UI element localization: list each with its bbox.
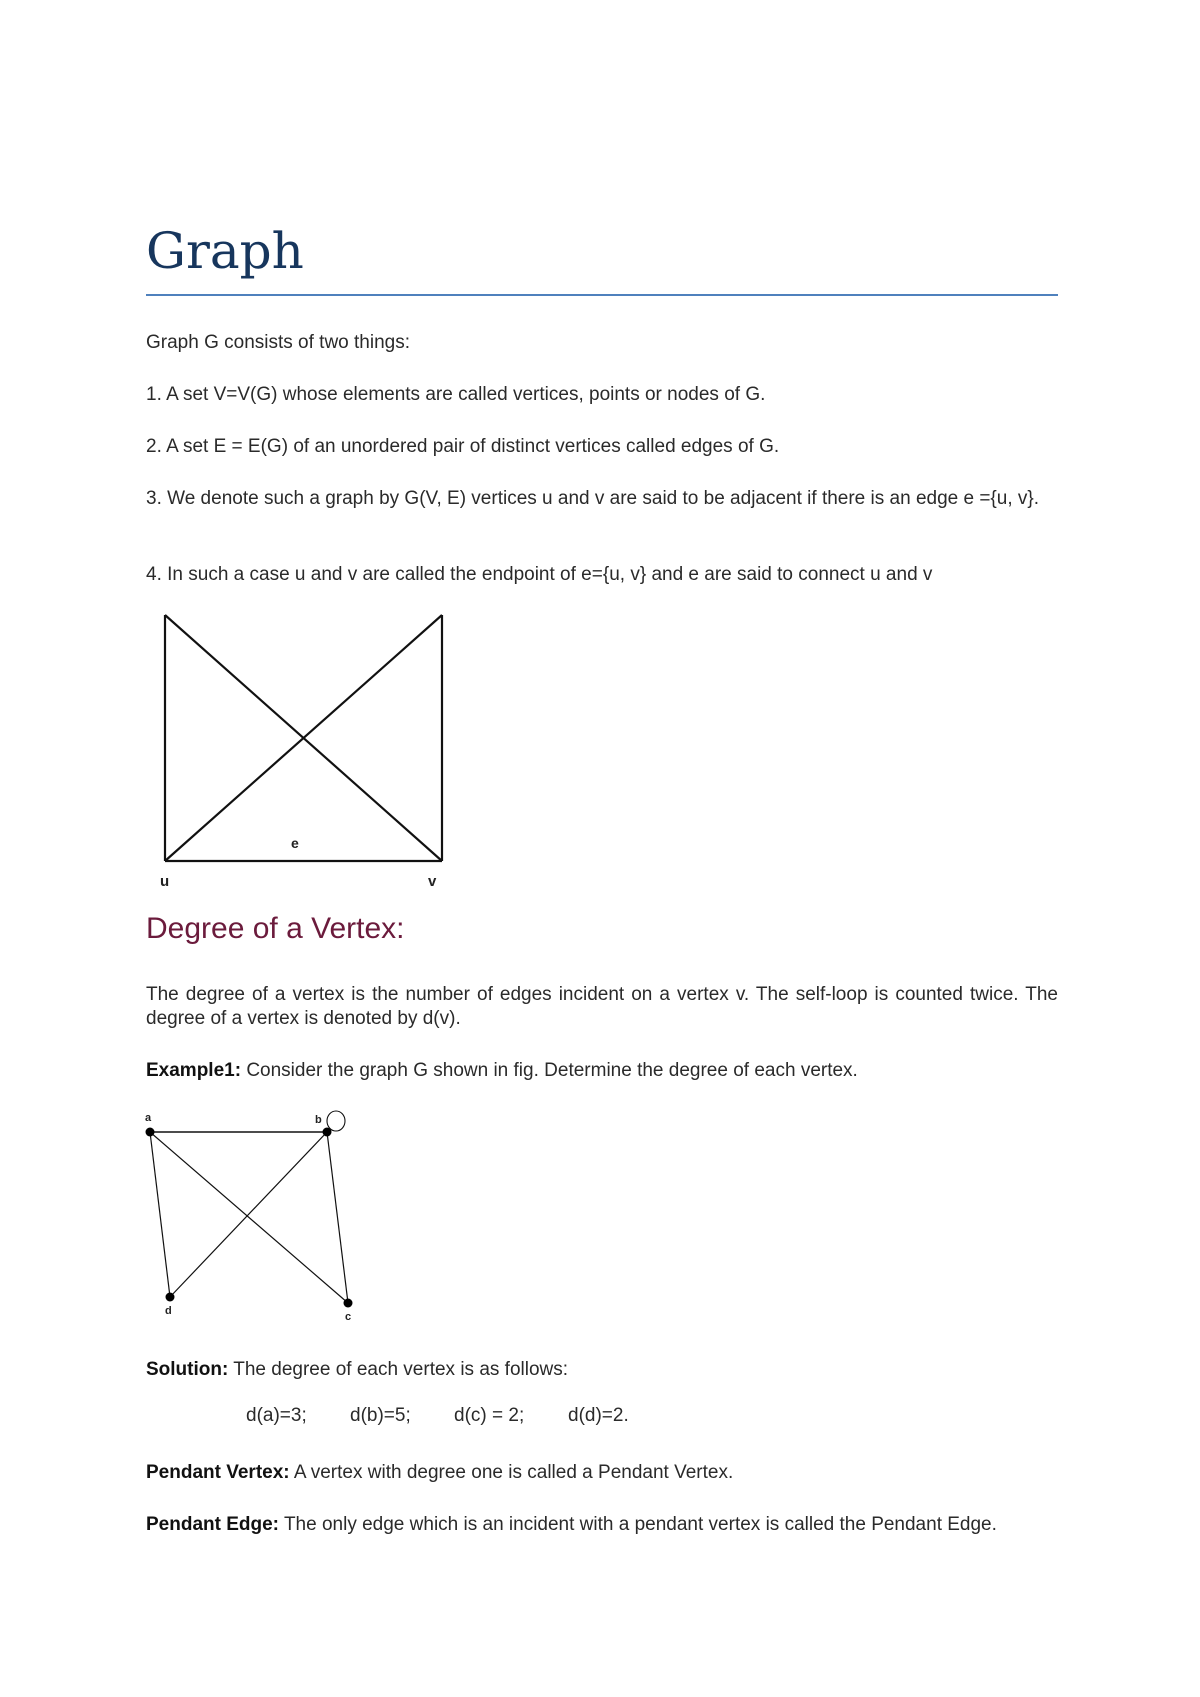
- vertex-c: [344, 1299, 353, 1308]
- label-a: a: [145, 1112, 152, 1124]
- figure-abcd-graph: [140, 1105, 360, 1335]
- example-paragraph: [146, 1059, 1058, 1083]
- solution-text: The degree of each vertex is as follows:: [228, 1359, 569, 1380]
- example-label: Example1:: [146, 1060, 242, 1081]
- vertex-a: [146, 1128, 155, 1137]
- pendant-edge-text: The only edge which is an incident with a pendant vertex is called the Pendant Edge.: [279, 1514, 997, 1535]
- label-v: v: [428, 873, 437, 890]
- label-u: u: [160, 873, 170, 890]
- pendant-vertex-text: A vertex with degree one is called a Pendant Vertex.: [289, 1462, 734, 1483]
- figure-uv-graph: [140, 605, 460, 895]
- page-title: Graph: [146, 222, 304, 280]
- edge-b-c: [327, 1132, 348, 1303]
- degree-b: d(b)=5;: [350, 1405, 411, 1426]
- edge-b-d: [170, 1132, 327, 1297]
- solution-paragraph: [146, 1358, 1058, 1382]
- title-underline: [146, 294, 1058, 296]
- solution-label: Solution:: [146, 1359, 229, 1380]
- label-b: b: [315, 1114, 322, 1126]
- label-d: d: [165, 1305, 172, 1317]
- edge-a-c: [150, 1132, 348, 1303]
- pendant-vertex-paragraph: [146, 1461, 1058, 1485]
- vertex-d: [166, 1293, 175, 1302]
- edge-a-d: [150, 1132, 170, 1297]
- label-e: e: [291, 835, 299, 851]
- degree-d: d(d)=2.: [568, 1405, 629, 1426]
- label-c: c: [345, 1311, 352, 1323]
- point-1: 1. A set V=V(G) whose elements are called vertices, points or nodes of G.: [146, 384, 766, 405]
- degree-list: [246, 1404, 629, 1428]
- degree-definition: The degree of a vertex is the number of edges incident on a vertex v. The self-loop is counted twice. The degree of a vertex is denoted by d(v).: [146, 984, 1058, 1029]
- pendant-edge-paragraph: [146, 1513, 1058, 1537]
- point-3: 3. We denote such a graph by G(V, E) vertices u and v are said to be adjacent if there is an edge e ={u, v}.: [146, 488, 1040, 509]
- intro-text: Graph G consists of two things:: [146, 332, 411, 353]
- pendant-edge-label: Pendant Edge:: [146, 1514, 280, 1535]
- self-loop-b: [327, 1111, 345, 1131]
- example-text: Consider the graph G shown in fig. Determine the degree of each vertex.: [241, 1060, 858, 1081]
- pendant-vertex-label: Pendant Vertex:: [146, 1462, 290, 1483]
- degree-heading: Degree of a Vertex:: [146, 912, 405, 945]
- degree-a: d(a)=3;: [246, 1405, 307, 1426]
- point-4: 4. In such a case u and v are called the endpoint of e={u, v} and e are said to connect u and v: [146, 564, 933, 585]
- point-2: 2. A set E = E(G) of an unordered pair of distinct vertices called edges of G.: [146, 436, 780, 457]
- vertex-b: [323, 1128, 332, 1137]
- degree-c: d(c) = 2;: [454, 1405, 525, 1426]
